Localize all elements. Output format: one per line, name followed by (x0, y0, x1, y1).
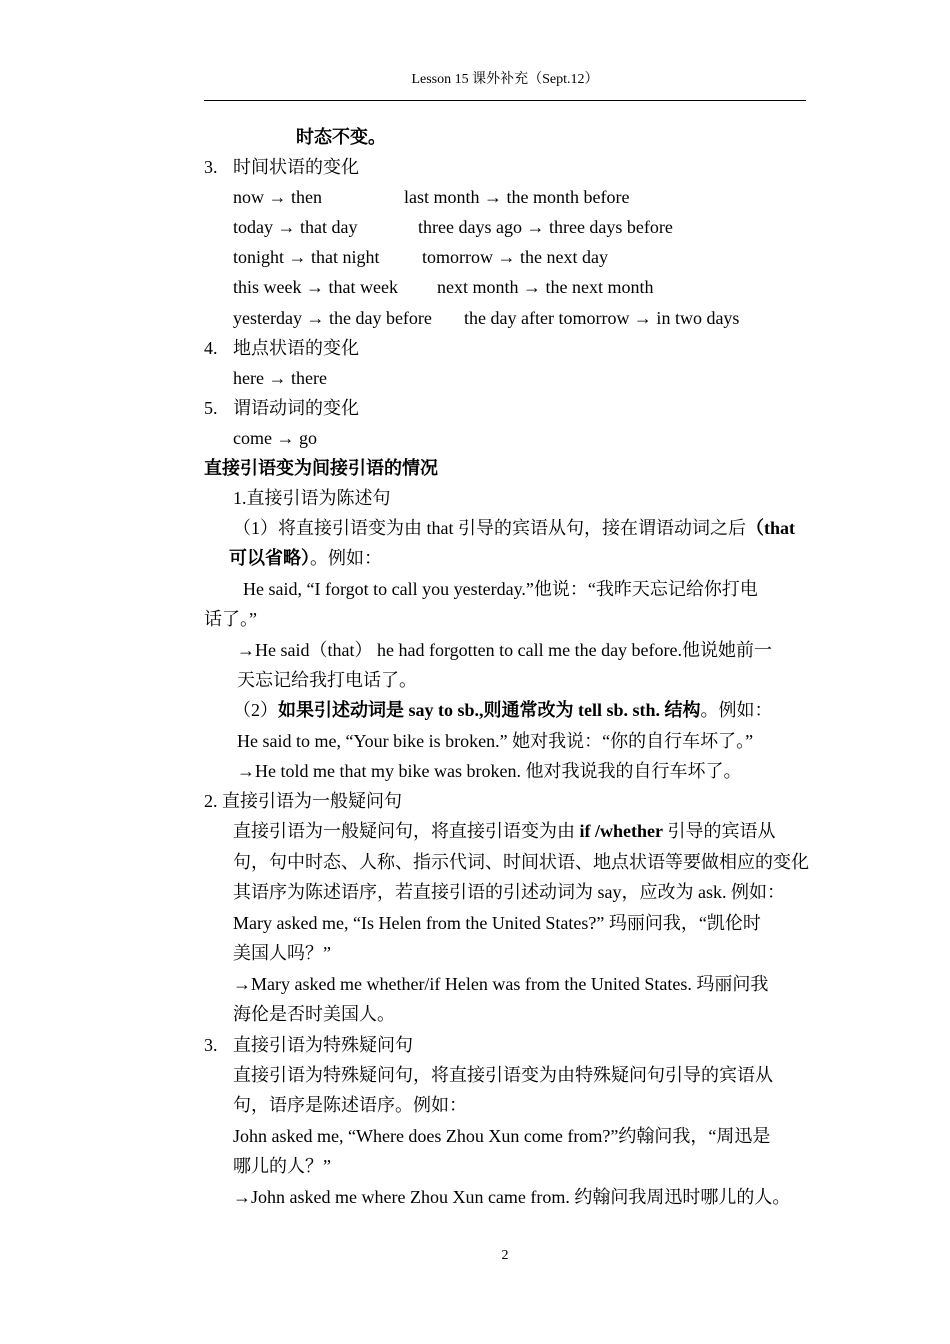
bold-run: 可以省略） (229, 548, 310, 568)
time-pair: last month → the month before (404, 187, 630, 207)
example-line: 哪儿的人？” (233, 1156, 331, 1176)
paragraph-line: 句，句中时态、人称、指示代词、时间状语、地点状语等要做相应的变化 (233, 852, 809, 872)
list-number: 3. (204, 157, 218, 177)
bold-run: if /whether (579, 821, 663, 841)
list-item-text: 时间状语的变化 (233, 157, 359, 177)
list-number: 4. (204, 338, 218, 358)
example-line: →He told me that my bike was broken. 他对我说我的自行车坏了。 (237, 761, 742, 781)
time-pair: yesterday → the day before (233, 308, 432, 328)
paragraph-line (229, 547, 382, 569)
section-title: 直接引语变为间接引语的情况 (204, 458, 438, 478)
example-line: →John asked me where Zhou Xun came from. 约翰问我周迅时哪儿的人。 (233, 1187, 791, 1207)
paragraph-line: 句，语序是陈述语序。例如： (233, 1095, 467, 1115)
example-line: Mary asked me, “Is Helen from the United States?” 玛丽问我，“凯伦时 (233, 913, 761, 933)
time-pair: this week → that week (233, 277, 398, 297)
example-line: 话了。” (204, 609, 257, 629)
time-pair: three days ago → three days before (418, 217, 673, 237)
tense-note: 时态不变。 (296, 127, 386, 147)
verb-pair: come → go (233, 428, 317, 448)
text-run: （2） (233, 700, 278, 720)
time-pair: next month → the next month (437, 277, 654, 297)
example-line: →He said（that） he had forgotten to call me the day before.他说她前一 (237, 640, 773, 660)
time-pair: today → that day (233, 217, 358, 237)
example-line: 海伦是否时美国人。 (233, 1004, 395, 1024)
place-pair: here → there (233, 368, 327, 388)
list-number: 3. (204, 1035, 218, 1055)
paragraph-line (233, 699, 773, 721)
text-run: （1）将直接引语变为由 that 引导的宾语从句，接在谓语动词之后 (233, 518, 746, 538)
paragraph-line (233, 517, 795, 539)
list-item-4 (204, 337, 359, 359)
header-rule (204, 100, 806, 101)
example-line: He said to me, “Your bike is broken.” 她对我说：“你的自行车坏了。” (237, 731, 754, 751)
bold-run: （that (746, 518, 795, 538)
example-line: 天忘记给我打电话了。 (237, 670, 417, 690)
example-line: 美国人吗？” (233, 943, 331, 963)
text-run: 。例如： (310, 548, 382, 568)
paragraph-line: 其语序为陈述语序，若直接引语的引述动词为 say，应改为 ask. 例如： (233, 882, 785, 902)
example-line: He said, “I forgot to call you yesterday.”他说：“我昨天忘记给你打电 (243, 579, 758, 599)
paragraph-line (233, 820, 775, 842)
text-run: 。例如： (700, 700, 773, 720)
page-number: 2 (501, 1248, 509, 1263)
list-item-3 (204, 156, 359, 178)
example-line: John asked me, “Where does Zhou Xun come from?”约翰问我，“周迅是 (233, 1126, 771, 1146)
time-pair: the day after tomorrow → in two days (464, 308, 740, 328)
list-item-text: 谓语动词的变化 (233, 398, 359, 418)
list-item-3b (204, 1034, 413, 1056)
text-run: 引导的宾语从 (667, 821, 776, 841)
list-number: 5. (204, 398, 218, 418)
paragraph-line: 直接引语为特殊疑问句，将直接引语变为由特殊疑问句引导的宾语从 (233, 1065, 773, 1085)
subsection-title: 1.直接引语为陈述句 (233, 488, 391, 508)
list-item-text: 直接引语为特殊疑问句 (233, 1035, 413, 1055)
page-header: Lesson 15 课外补充（Sept.12） (411, 72, 599, 87)
list-item-5 (204, 397, 359, 419)
bold-run: 如果引述动词是 say to sb.,则通常改为 tell sb. sth. 结构 (278, 700, 701, 720)
time-pair: tomorrow → the next day (422, 247, 608, 267)
time-pair: now → then (233, 187, 322, 207)
subsection-title: 2. 直接引语为一般疑问句 (204, 791, 402, 811)
list-item-text: 地点状语的变化 (233, 338, 359, 358)
time-pair: tonight → that night (233, 247, 380, 267)
example-line: →Mary asked me whether/if Helen was from the United States. 玛丽问我 (233, 974, 769, 994)
text-run: 直接引语为一般疑问句，将直接引语变为由 (233, 821, 575, 841)
